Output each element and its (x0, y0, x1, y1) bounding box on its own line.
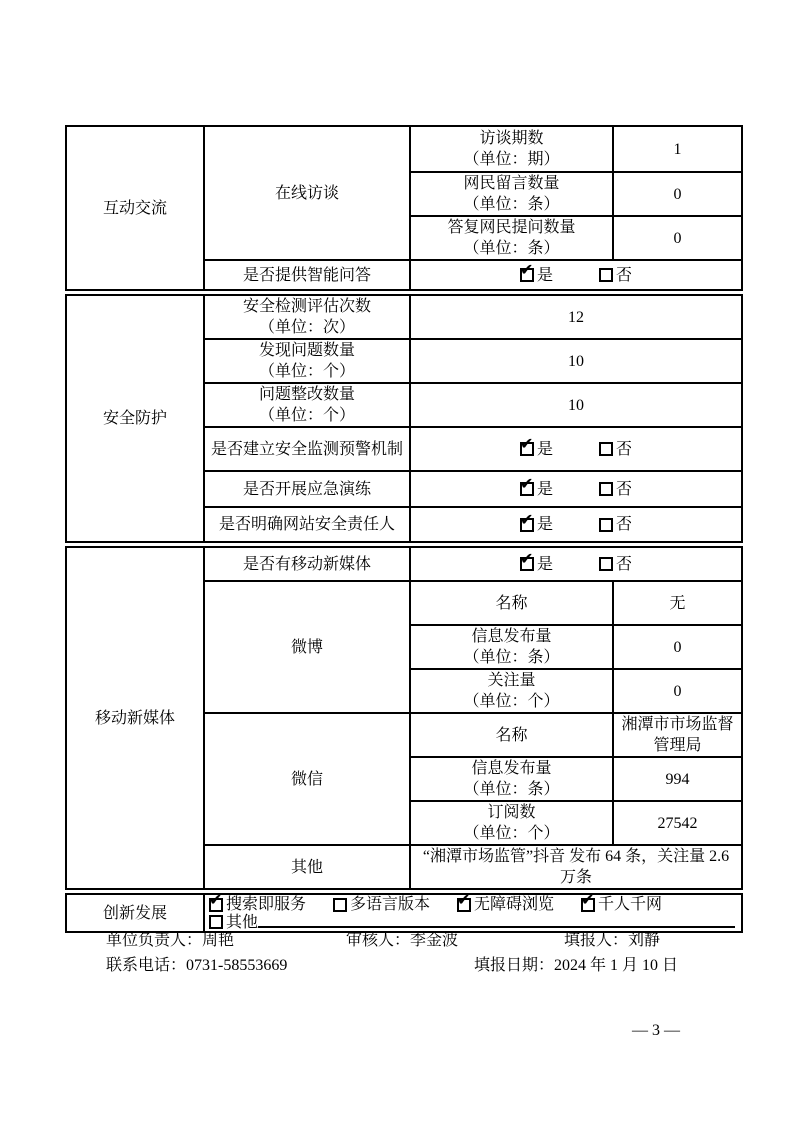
metric-name: 信息发布量 (471, 760, 552, 777)
filler-label: 填报人： (564, 932, 629, 949)
smart-qa-answer (410, 260, 742, 290)
emergency-drill-yes-option[interactable] (520, 479, 553, 500)
netizen-messages-value: 0 (613, 172, 742, 216)
emergency-drill-label: 是否开展应急演练 (204, 471, 410, 507)
checkbox-search-as-service-icon[interactable] (209, 898, 223, 912)
option-label: 多语言版本 (350, 895, 431, 913)
other-media-label: 其他 (204, 845, 410, 889)
no-label: 否 (616, 555, 633, 573)
contact-phone (106, 952, 287, 975)
checkbox-no-icon[interactable] (599, 557, 613, 571)
category-security: 安全防护 (66, 295, 204, 542)
option-personalized-portal[interactable] (581, 896, 662, 914)
mobile-media-section (65, 546, 743, 890)
unit-manager (106, 927, 234, 950)
option-label: 无障碍浏览 (474, 895, 555, 913)
wechat-name-value: 湘潭市市场监督管理局 (613, 713, 742, 757)
weibo-followers-label (410, 669, 613, 713)
metric-name: 安全检测评估次数 (242, 298, 371, 315)
filler-name: 刘静 (628, 932, 661, 949)
metric-name: 关注量 (487, 672, 536, 689)
wechat-label: 微信 (204, 713, 410, 845)
metric-name: 订阅数 (487, 804, 536, 821)
category-innovation: 创新发展 (66, 894, 204, 932)
interview-periods-value: 1 (613, 126, 742, 172)
has-mobile-media-no-option[interactable] (599, 554, 632, 575)
table-row (66, 547, 742, 581)
checkbox-yes-icon[interactable] (520, 482, 534, 496)
replies-to-netizens-value: 0 (613, 216, 742, 260)
warning-mechanism-answer (410, 427, 742, 471)
metric-unit: （单位：条） (463, 240, 560, 257)
reviewer-name: 李金波 (410, 932, 459, 949)
metric-unit: （单位：个） (258, 407, 355, 424)
replies-to-netizens-label (410, 216, 613, 260)
metric-unit: （单位：次） (258, 319, 355, 336)
no-label: 否 (616, 266, 633, 284)
wechat-posts-label (410, 757, 613, 801)
metric-name: 发现问题数量 (258, 342, 355, 359)
interview-periods-label (410, 126, 613, 172)
checkbox-accessible-browsing-icon[interactable] (457, 898, 471, 912)
checkbox-no-icon[interactable] (599, 442, 613, 456)
checkbox-no-icon[interactable] (599, 482, 613, 496)
reviewer (346, 927, 458, 950)
netizen-messages-label (410, 172, 613, 216)
warning-mechanism-no-option[interactable] (599, 439, 632, 460)
warning-mechanism-yes-option[interactable] (520, 439, 553, 460)
checkbox-personalized-portal-icon[interactable] (581, 898, 595, 912)
checkbox-yes-icon[interactable] (520, 268, 534, 282)
no-label: 否 (616, 516, 633, 533)
category-mobile-media: 移动新媒体 (66, 547, 204, 889)
weibo-followers-value: 0 (613, 669, 742, 713)
smart-qa-yes-option[interactable] (520, 265, 553, 286)
yes-label: 是 (536, 440, 553, 458)
metric-unit: （单位：条） (463, 649, 560, 666)
has-mobile-media-yes-option[interactable] (520, 554, 553, 575)
option-label: 搜索即服务 (226, 895, 307, 913)
security-checks-label (204, 295, 410, 339)
metric-unit: （单位：条） (463, 781, 560, 798)
security-officer-no-option[interactable] (599, 514, 632, 535)
page-number: — 3 — (632, 1022, 680, 1039)
metric-name: 访谈期数 (479, 130, 544, 147)
report-date (474, 952, 678, 975)
security-officer-yes-option[interactable] (520, 514, 553, 535)
contact-phone-label: 联系电话： (106, 957, 187, 974)
metric-unit: （单位：个） (463, 825, 560, 842)
checkbox-no-icon[interactable] (599, 518, 613, 532)
smart-qa-label: 是否提供智能问答 (204, 260, 410, 290)
weibo-name-label: 名称 (410, 581, 613, 625)
wechat-subscribers-value: 27542 (613, 801, 742, 845)
checkbox-yes-icon[interactable] (520, 442, 534, 456)
option-multilingual-version[interactable] (333, 896, 430, 914)
online-interview-label: 在线访谈 (204, 126, 410, 260)
checkbox-yes-icon[interactable] (520, 557, 534, 571)
innovation-options (204, 894, 742, 932)
weibo-posts-value: 0 (613, 625, 742, 669)
security-section (65, 294, 743, 543)
wechat-posts-value: 994 (613, 757, 742, 801)
reviewer-label: 审核人： (346, 932, 411, 949)
security-officer-label: 是否明确网站安全责任人 (204, 507, 410, 542)
problems-found-value: 10 (410, 339, 742, 383)
yes-label: 是 (536, 480, 553, 498)
problems-fixed-label (204, 383, 410, 427)
report-date-label: 填报日期： (474, 957, 555, 974)
metric-unit: （单位：期） (463, 151, 560, 168)
checkbox-multilingual-version-icon[interactable] (333, 898, 347, 912)
option-search-as-service[interactable] (209, 896, 306, 914)
statistics-table (65, 125, 741, 936)
other-blank-line[interactable] (258, 926, 735, 928)
table-row (66, 295, 742, 339)
weibo-name-value: 无 (613, 581, 742, 625)
option-accessible-browsing[interactable] (457, 896, 554, 914)
metric-unit: （单位：个） (258, 363, 355, 380)
yes-label: 是 (536, 266, 553, 284)
table-row (66, 126, 742, 172)
warning-mechanism-label: 是否建立安全监测预警机制 (204, 427, 410, 471)
checkbox-yes-icon[interactable] (520, 518, 534, 532)
metric-name: 信息发布量 (471, 628, 552, 645)
metric-name: 答复网民提问数量 (447, 219, 576, 236)
has-mobile-media-answer (410, 547, 742, 581)
yes-label: 是 (536, 555, 553, 573)
problems-fixed-value: 10 (410, 383, 742, 427)
unit-manager-name: 周艳 (202, 932, 235, 949)
category-interaction: 互动交流 (66, 126, 204, 290)
unit-manager-label: 单位负责人： (106, 932, 203, 949)
no-label: 否 (616, 480, 633, 498)
report-date-value: 2024 年 1 月 10 日 (554, 957, 679, 974)
has-mobile-media-label: 是否有移动新媒体 (204, 547, 410, 581)
interaction-section (65, 125, 743, 291)
yes-label: 是 (536, 516, 553, 533)
metric-name: 网民留言数量 (463, 175, 560, 192)
problems-found-label (204, 339, 410, 383)
metric-unit: （单位：条） (463, 196, 560, 213)
weibo-label: 微博 (204, 581, 410, 713)
option-label: 其他 (226, 913, 259, 931)
weibo-posts-label (410, 625, 613, 669)
smart-qa-no-option[interactable] (599, 265, 632, 286)
emergency-drill-no-option[interactable] (599, 479, 632, 500)
metric-name: 问题整改数量 (258, 386, 355, 403)
wechat-name-label: 名称 (410, 713, 613, 757)
no-label: 否 (616, 440, 633, 458)
filler (564, 927, 660, 950)
security-officer-answer (410, 507, 742, 542)
security-checks-value: 12 (410, 295, 742, 339)
other-media-value: “湘潭市场监管”抖音 发布 64 条，关注量 2.6 万条 (410, 845, 742, 889)
contact-phone-number: 0731-58553669 (186, 957, 288, 974)
wechat-subscribers-label (410, 801, 613, 845)
checkbox-no-icon[interactable] (599, 268, 613, 282)
metric-unit: （单位：个） (463, 693, 560, 710)
option-label: 千人千网 (598, 895, 663, 913)
emergency-drill-answer (410, 471, 742, 507)
